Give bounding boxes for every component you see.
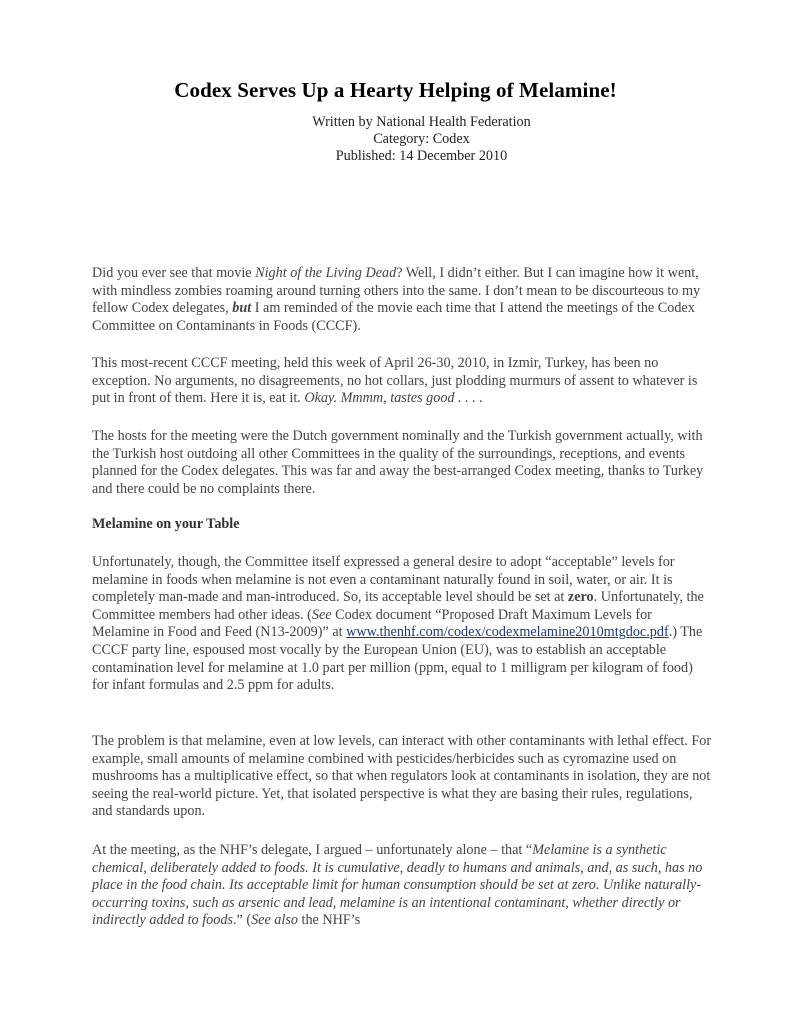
section-heading: Melamine on your Table <box>92 516 240 532</box>
intro-paragraph-2 <box>92 355 712 408</box>
codex-document-link[interactable]: www.thenhf.com/codex/codexmelamine2010mtgdoc.pdf <box>346 624 669 641</box>
section-paragraph-1 <box>92 554 712 695</box>
document-meta <box>0 114 791 165</box>
section-paragraph-2 <box>92 733 712 821</box>
quote: Melamine is a synthetic chemical, deliberately added to foods. It is cumulative, deadly to humans and animals, and, as such, has no place in the food chain. Its acceptable limit for human consumption should be set at zero. Unlike naturally-occurring toxins, such as arsenic and lead, melamine is an intentional contaminant, whether directly or indirectly added to foods <box>92 842 703 929</box>
section-paragraph-3 <box>92 842 712 930</box>
category-line: Category: Codex <box>373 131 470 147</box>
intro-paragraph-1 <box>92 265 712 335</box>
paragraph: Unfortunately, though, the Committee itself expressed a general desire to adopt “acceptable” levels for melamine in foods when melamine is not even a contaminant naturally found in soil, water, or air. It is completely man-made and man-introduced. So, its acceptable level should be set at zero. Unfortunately, the Committee members had other ideas. (See Codex document “Proposed Draft Maximum Levels for Melamine in Food and Feed (N13-2009)” at www.thenhf.com/codex/codexmelamine2010mtgdoc.pdf.) The CCCF party line, espoused most vocally by the European Union (EU), was to establish an acceptable contamination level for melamine at 1.0 part per million (ppm, equal to 1 milligram per kilogram of food) for infant formulas and 2.5 ppm for adults. <box>92 554 704 694</box>
paragraph: At the meeting, as the NHF’s delegate, I argued – unfortunately alone – that “Melamine is a synthetic chemical, deliberately added to foods. It is cumulative, deadly to humans and animals, and, as such, has no place in the food chain. Its acceptable limit for human consumption should be set at zero. Unlike naturally-occurring toxins, such as arsenic and lead, melamine is an intentional contaminant, whether directly or indirectly added to foods.” (See also the NHF’s <box>92 842 703 929</box>
published-line: Published: 14 December 2010 <box>335 148 508 164</box>
author-line: Written by National Health Federation <box>312 114 531 130</box>
paragraph: The problem is that melamine, even at low levels, can interact with other contaminants with lethal effect. For example, small amounts of melamine combined with pesticides/herbicides such as cyromazine used on mushrooms has a multiplicative effect, so that when regulators look at contaminants in isolation, they are not seeing the real-world picture. Yet, that isolated perspective is what they are basing their rules, regulations, and standards upon. <box>92 733 712 820</box>
paragraph: The hosts for the meeting were the Dutch government nominally and the Turkish government actually, with the Turkish host outdoing all other Committees in the quality of the surroundings, receptions, and events planned for the Codex delegates. This was far and away the best-arranged Codex meeting, thanks to Turkey and there could be no complaints there. <box>92 428 704 497</box>
movie-title: Night of the Living Dead <box>255 265 397 281</box>
paragraph: This most-recent CCCF meeting, held this week of April 26-30, 2010, in Izmir, Turkey, has been no exception. No arguments, no disagreements, no hot collars, just plodding murmurs of assent to whatever is put in front of them. Here it is, eat it. Okay. Mmmm, tastes good . . . . <box>92 355 698 407</box>
intro-paragraph-3 <box>92 428 712 498</box>
document-title: Codex Serves Up a Hearty Helping of Melamine! <box>174 78 617 102</box>
paragraph: Did you ever see that movie Night of the Living Dead? Well, I didn’t either. But I can imagine how it went, with mindless zombies roaming around turning others into the same. I don’t mean to be discourteous to my fellow Codex delegates, but I am reminded of the movie each time that I attend the meetings of the Codex Committee on Contaminants in Foods (CCCF). <box>92 265 701 334</box>
